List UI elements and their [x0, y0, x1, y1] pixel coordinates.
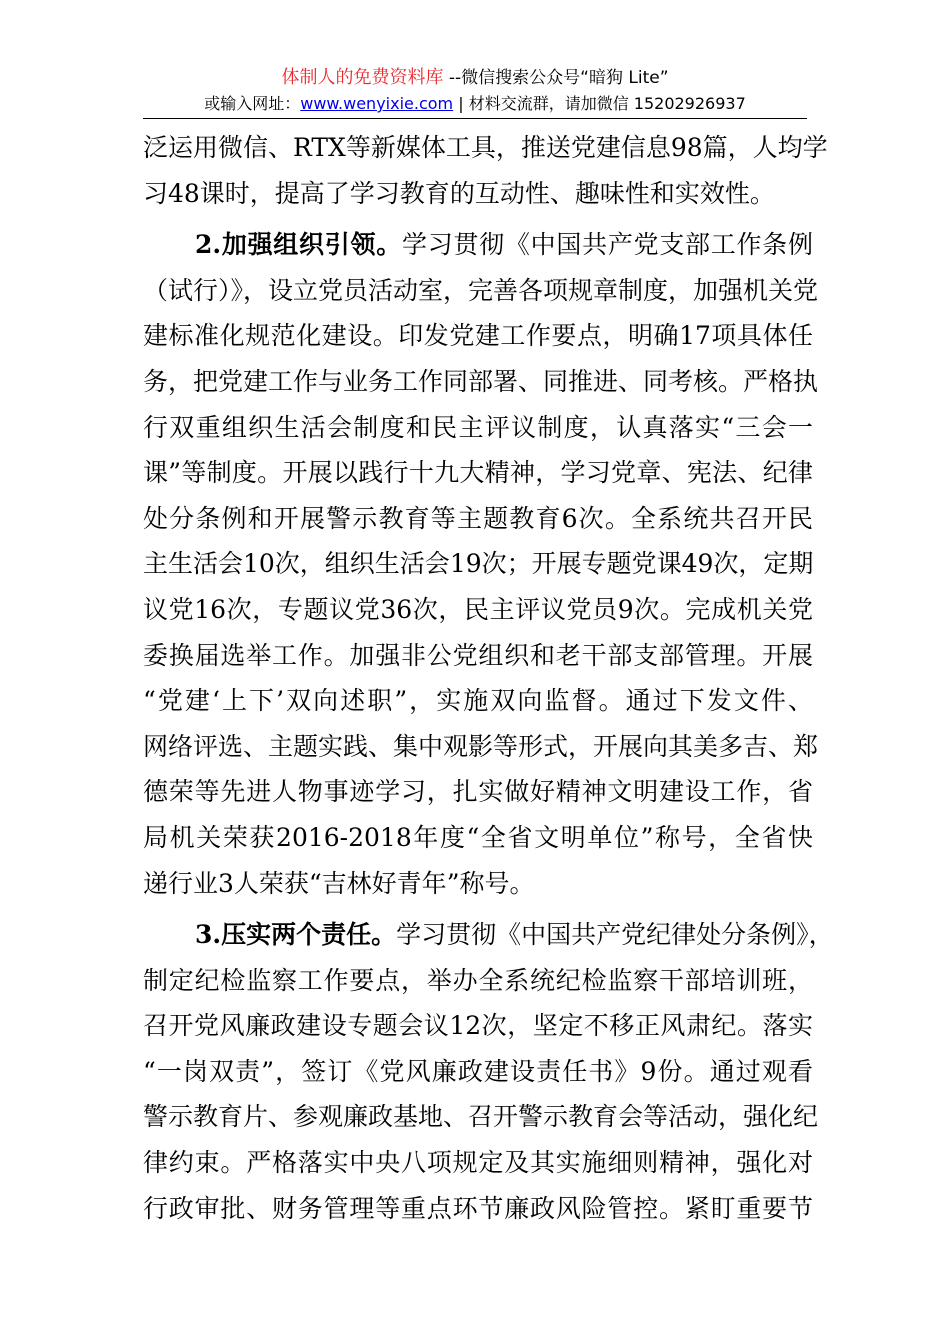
text-line: 德荣等先进人物事迹学习，扎实做好精神文明建设工作，省	[143, 777, 813, 807]
text-line: 建标准化规范化建设。印发党建工作要点，明确17项具体任	[143, 321, 813, 351]
text-line: 处分条例和开展警示教育等主题教育6次。全系统共召开民	[143, 503, 813, 533]
text-line: 委换届选举工作。加强非公党组织和老干部支部管理。开展	[143, 640, 813, 670]
text-line: 学习贯彻《中国共产党纪律处分条例》，	[396, 920, 834, 950]
header-separator: |	[453, 94, 469, 113]
brand-name: 体制人的免费资料库	[281, 67, 444, 88]
section-heading: 2.加强组织引领。	[195, 230, 402, 260]
paragraph-first-line	[143, 912, 834, 958]
text-line: 课”等制度。开展以践行十九大精神，学习党章、宪法、纪律	[143, 458, 813, 488]
text-line: 学习贯彻《中国共产党支部工作条例	[401, 230, 813, 260]
text-line: 召开党风廉政建设专题会议12次，坚定不移正风肃纪。落实	[143, 1011, 813, 1041]
contact-info: 材料交流群，请加微信 15202926937	[468, 94, 746, 113]
text-line: 行双重组织生活会制度和民主评议制度，认真落实“三会一	[143, 412, 813, 442]
text-line: 递行业3人荣获“吉林好青年”称号。	[143, 868, 535, 898]
header-banner	[0, 66, 950, 90]
text-line: 习48课时，提高了学习教育的互动性、趣味性和实效性。	[143, 178, 775, 208]
text-line: “一岗双责”，签订《党风廉政建设责任书》9份。通过观看	[143, 1056, 813, 1086]
text-line: 局机关荣获2016-2018年度“全省文明单位”称号，全省快	[143, 822, 813, 852]
page-header	[0, 66, 950, 116]
text-line: 务，把党建工作与业务工作同部署、同推进、同考核。严格执	[143, 366, 819, 396]
website-link[interactable]: www.wenyixie.com	[300, 94, 454, 113]
text-line: “党建‘上下’双向述职”，实施双向监督。通过下发文件、	[143, 686, 813, 716]
url-prefix: 或输入网址：	[204, 94, 301, 113]
section-heading: 3.压实两个责任。	[195, 920, 397, 950]
text-line: 警示教育片、参观廉政基地、召开警示教育会等活动，强化纪	[143, 1102, 819, 1132]
text-line: 行政审批、财务管理等重点环节廉政风险管控。紧盯重要节	[143, 1193, 813, 1223]
document-body	[143, 125, 834, 1231]
wechat-hint: --微信搜索公众号“暗狗 Lite”	[448, 68, 669, 88]
text-line: 泛运用微信、RTX等新媒体工具，推送党建信息98篇，人均学	[143, 133, 828, 162]
text-line: 主生活会10次，组织生活会19次；开展专题党课49次，定期	[143, 549, 814, 579]
text-line: （试行）》，设立党员活动室，完善各项规章制度，加强机关党	[143, 275, 819, 305]
header-divider	[143, 118, 807, 119]
text-line: 制定纪检监察工作要点，举办全系统纪检监察干部培训班，	[143, 965, 813, 995]
text-line: 律约束。严格落实中央八项规定及其实施细则精神，强化对	[143, 1148, 813, 1178]
text-line: 网络评选、主题实践、集中观影等形式，开展向其美多吉、郑	[143, 731, 819, 761]
header-contact	[0, 92, 950, 116]
paragraph-first-line	[143, 222, 813, 268]
text-line: 议党16次，专题议党36次，民主评议党员9次。完成机关党	[143, 594, 813, 624]
